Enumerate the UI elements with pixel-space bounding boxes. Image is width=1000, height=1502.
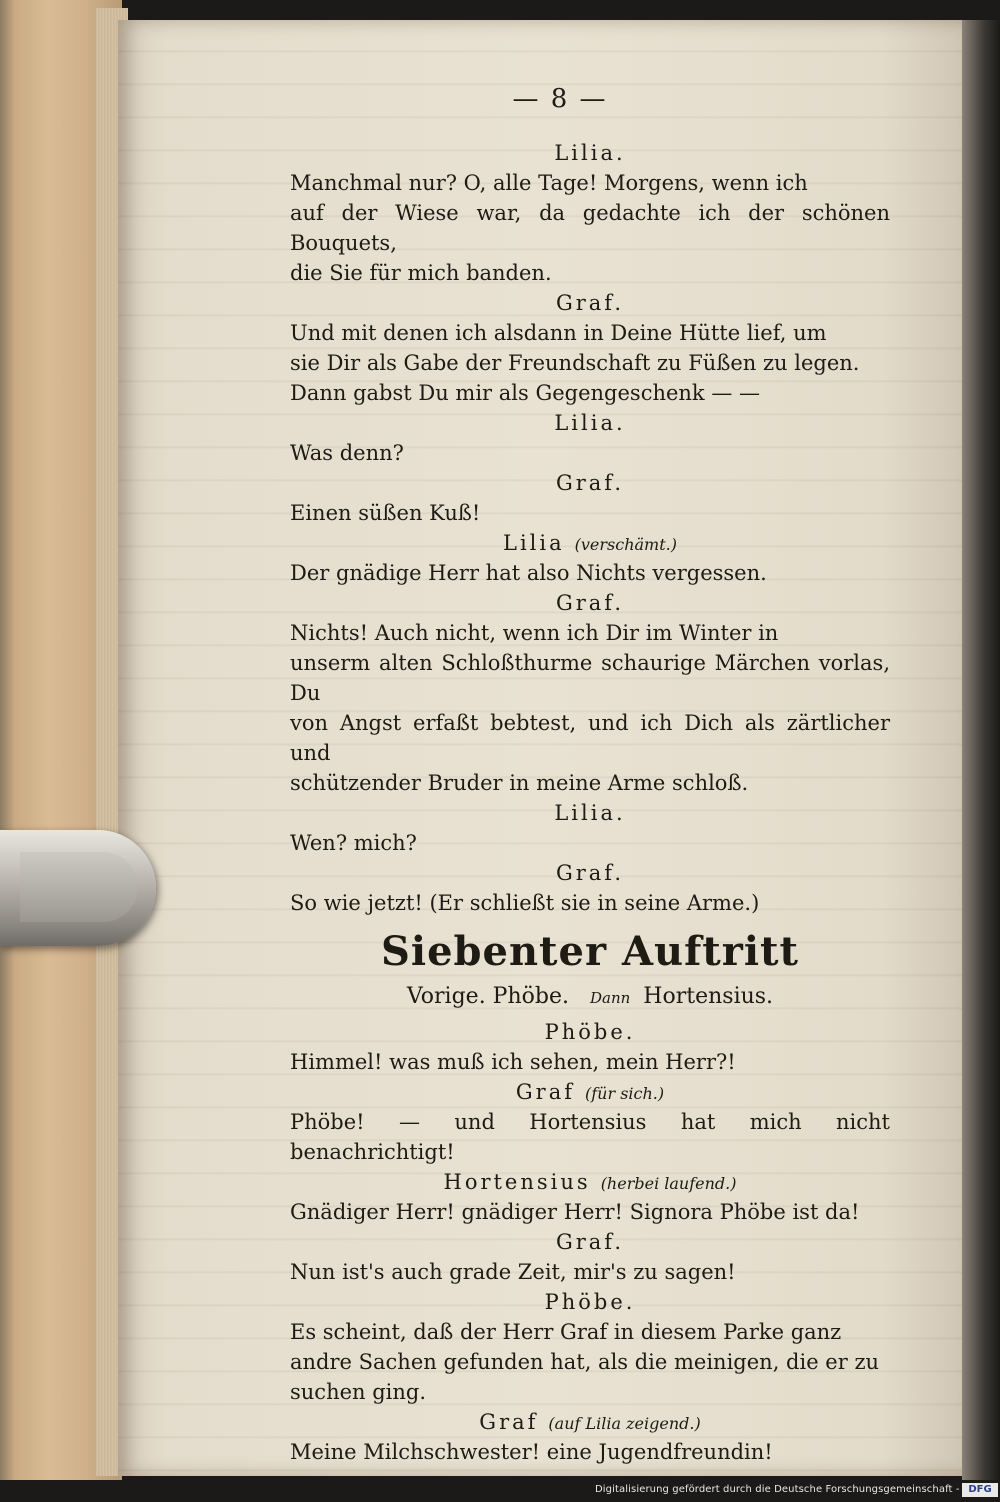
dialogue-line: Nichts! Auch nicht, wenn ich Dir im Winter in	[290, 621, 779, 645]
page-text	[290, 138, 890, 1467]
dialogue-section-1	[290, 138, 890, 918]
speaker-name	[290, 1227, 890, 1257]
speaker-label: Hortensius	[443, 1170, 591, 1194]
speaker-name	[290, 1167, 890, 1197]
stage-direction: (auf Lilia zeigend.)	[548, 1414, 701, 1433]
speaker-name	[290, 1407, 890, 1437]
dialogue-line: Meine Milchschwester! eine Jugendfreundin!	[290, 1440, 773, 1464]
speaker-name	[290, 468, 890, 498]
speaker-name	[290, 1077, 890, 1107]
speaker-name	[290, 1287, 890, 1317]
speaker-label: Graf.	[555, 591, 625, 615]
dialogue-section-2	[290, 1017, 890, 1467]
speaker-name	[290, 858, 890, 888]
dialogue-line: Was denn?	[290, 441, 404, 465]
dialogue-line: Es scheint, daß der Herr Graf in diesem Parke ganz	[290, 1320, 842, 1344]
dialogue-line: Dann gabst Du mir als Gegengeschenk — —	[290, 381, 761, 405]
dialogue-line: Wen? mich?	[290, 831, 417, 855]
speaker-label: Phöbe.	[544, 1020, 636, 1044]
speaker-name	[290, 798, 890, 828]
speaker-name	[290, 138, 890, 168]
dialogue-line: So wie jetzt! (Er schließt sie in seine Arme.)	[290, 891, 760, 915]
cast-first: Vorige. Phöbe.	[406, 984, 569, 1009]
dialogue-line: Einen süßen Kuß!	[290, 501, 481, 525]
stage-direction: (für sich.)	[584, 1084, 665, 1103]
dfg-logo: DFG	[962, 1483, 998, 1497]
dialogue-line: Phöbe! — und Hortensius hat mich nicht benachrichtigt!	[290, 1110, 890, 1164]
dialogue-line: Und mit denen ich alsdann in Deine Hütte lief, um	[290, 321, 827, 345]
speaker-label: Lilia.	[554, 801, 626, 825]
speaker-label: Graf	[515, 1080, 575, 1104]
dialogue-line: Nun ist's auch grade Zeit, mir's zu sagen!	[290, 1260, 736, 1284]
dialogue-line: Der gnädige Herr hat also Nichts vergessen.	[290, 561, 767, 585]
speaker-name	[290, 1017, 890, 1047]
dialogue-line: Manchmal nur? O, alle Tage! Morgens, wenn ich	[290, 171, 808, 195]
dialogue-line: die Sie für mich banden.	[290, 261, 552, 285]
scene-cast	[290, 982, 890, 1013]
cast-second: Hortensius.	[643, 984, 774, 1009]
stage-direction: (verschämt.)	[574, 535, 677, 554]
speaker-label: Graf.	[555, 1230, 625, 1254]
dialogue-line: Himmel! was muß ich sehen, mein Herr?!	[290, 1050, 736, 1074]
dialogue-line: auf der Wiese war, da gedachte ich der schönen Bouquets,	[290, 201, 890, 255]
speaker-label: Graf.	[555, 471, 625, 495]
scene-title: Siebenter Auftritt	[381, 928, 799, 975]
cast-then: Dann	[590, 989, 631, 1007]
dialogue-line: sie Dir als Gabe der Freundschaft zu Füßen zu legen.	[290, 351, 860, 375]
dialogue-line: suchen ging.	[290, 1380, 427, 1404]
speaker-label: Lilia	[503, 531, 565, 555]
dialogue-line: von Angst erfaßt bebtest, und ich Dich als zärtlicher und	[290, 711, 890, 765]
speaker-label: Graf	[479, 1410, 539, 1434]
speaker-label: Graf.	[555, 861, 625, 885]
dialogue-line: andre Sachen gefunden hat, als die meinigen, die er zu	[290, 1350, 880, 1374]
page-number: — 8 —	[512, 84, 608, 114]
dialogue-line: unserm alten Schloßthurme schaurige Märchen vorlas, Du	[290, 651, 890, 705]
speaker-name	[290, 288, 890, 318]
speaker-name	[290, 528, 890, 558]
dialogue-line: Gnädiger Herr! gnädiger Herr! Signora Phöbe ist da!	[290, 1200, 860, 1224]
page-clip-inner	[20, 852, 138, 922]
speaker-label: Graf.	[555, 291, 625, 315]
speaker-label: Phöbe.	[544, 1290, 636, 1314]
digitization-credit: Digitalisierung gefördert durch die Deutsche Forschungsgemeinschaft -	[595, 1484, 960, 1495]
dialogue-line: schützender Bruder in meine Arme schloß.	[290, 771, 749, 795]
speaker-label: Lilia.	[554, 411, 626, 435]
speaker-name	[290, 588, 890, 618]
page-clip-holder	[0, 830, 156, 946]
page-right-shadow	[962, 20, 1000, 1480]
speaker-label: Lilia.	[554, 141, 626, 165]
speaker-name	[290, 408, 890, 438]
stage-direction: (herbei laufend.)	[600, 1174, 737, 1193]
